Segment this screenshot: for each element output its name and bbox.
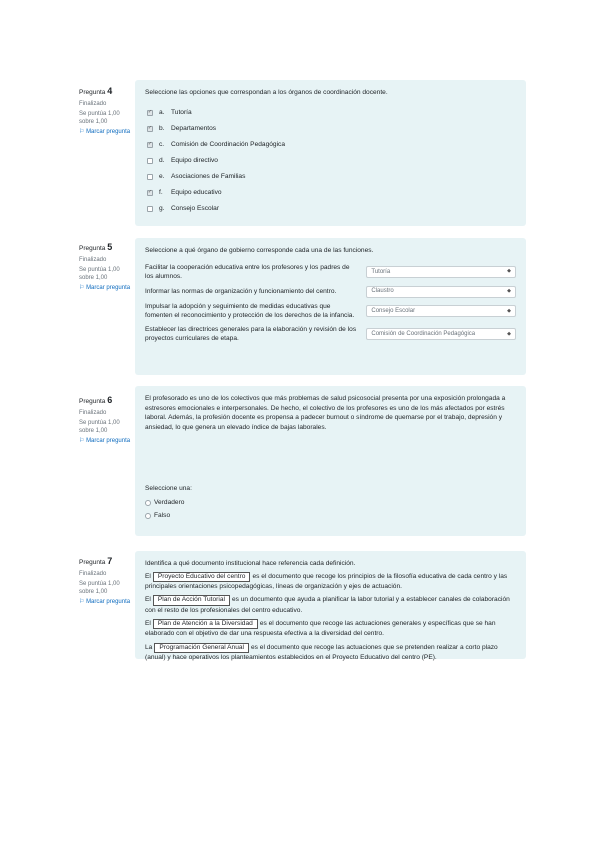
chevron-down-icon: ◆	[507, 330, 511, 337]
radio-button[interactable]	[145, 513, 151, 519]
checkbox[interactable]: ✓	[147, 140, 153, 147]
option-letter: d.	[159, 156, 165, 164]
checkbox[interactable]	[147, 206, 153, 212]
q4-option[interactable]	[145, 121, 516, 137]
radio-button[interactable]	[145, 500, 151, 506]
q6-option[interactable]	[145, 497, 516, 510]
checkbox[interactable]: ✓	[147, 108, 153, 115]
q4-panel	[135, 80, 526, 226]
q7-points: Se puntúa 1,00 sobre 1,00	[79, 580, 120, 595]
q5-rows	[145, 263, 516, 344]
q4-option[interactable]	[145, 169, 516, 185]
q7-items	[145, 572, 516, 663]
flag-icon: ⚐	[79, 285, 85, 292]
q7-item	[145, 619, 516, 639]
match-statement: Facilitar la cooperación educativa entre los profesores y los padres de los alumnos.	[145, 263, 350, 281]
gap-answer-box[interactable]: Proyecto Educativo del centro	[153, 572, 251, 582]
q4-option[interactable]	[145, 105, 516, 121]
chevron-down-icon: ◆	[507, 288, 511, 295]
q5-match-row	[145, 263, 516, 282]
q4-option[interactable]	[145, 137, 516, 153]
option-text: Consejo Escolar	[171, 204, 220, 212]
q4-flag-link[interactable]: ⚐ Marcar pregunta	[79, 129, 131, 136]
q6-prompt: El profesorado es uno de los colectivos que más problemas de salud psicosocial presenta por una exposición prolongada a estresores emocionales e interpersonales. De hecho, el colectivo de los profesores es uno de los más afectados por estrés laboral. Además, la profesión docente es propensa a padecer burnout o síndrome de quemarse por el trabajo, depresión y ansiedad, lo que genera un elevado índice de bajas laborales.	[145, 395, 506, 431]
q6-options	[145, 497, 516, 523]
chevron-down-icon: ◆	[507, 268, 511, 275]
q5-match-row	[145, 325, 516, 344]
q7-info	[79, 555, 131, 606]
item-prefix: La	[145, 643, 153, 651]
match-statement: Establecer las directrices generales para la elaboración y revisión de los proyectos curriculares de etapa.	[145, 325, 357, 343]
q4-option[interactable]	[145, 153, 516, 169]
q4-prompt: Seleccione las opciones que correspondan a los órganos de coordinación docente.	[145, 89, 388, 96]
item-definition: es el documento que recoge las actuaciones generales y específicas que se han elaborado con el objetivo de dar una respuesta efectiva a la diversidad del centro.	[145, 620, 496, 638]
q7-prompt: Identifica a qué documento institucional hace referencia cada definición.	[145, 560, 356, 567]
q7-number: Pregunta 7	[79, 556, 113, 566]
item-definition: es el documento que recoge las actuaciones que se pretenden realizar a corto plazo (anual) y hace operativos los planteamientos establecidos en el Proyecto Educativo del centro (PE).	[145, 643, 498, 662]
q5-flag-link[interactable]: ⚐ Marcar pregunta	[79, 285, 131, 292]
q6-points: Se puntúa 1,00 sobre 1,00	[79, 419, 120, 434]
q7-state: Finalizado	[79, 570, 107, 577]
q4-options	[145, 105, 516, 217]
option-text: Equipo educativo	[171, 188, 222, 196]
match-statement: Informar las normas de organización y funcionamiento del centro.	[145, 287, 337, 295]
checkbox[interactable]	[147, 158, 153, 164]
q6-select-one: Seleccione una:	[145, 485, 192, 493]
checkbox[interactable]: ✓	[147, 124, 153, 131]
q4-info	[79, 85, 131, 136]
option-letter: a.	[159, 108, 165, 116]
q7-flag-link[interactable]: ⚐ Marcar pregunta	[79, 599, 131, 606]
item-prefix: El	[145, 572, 151, 580]
gap-answer-box[interactable]: Plan de Atención a la Diversidad	[153, 619, 258, 629]
q6-flag-link[interactable]: ⚐ Marcar pregunta	[79, 438, 131, 445]
q4-option[interactable]	[145, 185, 516, 201]
option-text: Falso	[154, 512, 171, 520]
q7-item	[145, 595, 516, 615]
option-letter: b.	[159, 124, 165, 132]
answer-value: Tutoría	[371, 268, 391, 275]
checkbox[interactable]: ✓	[147, 188, 153, 195]
option-letter: c.	[159, 140, 165, 148]
answer-select[interactable]	[366, 266, 516, 278]
q6-info	[79, 394, 131, 445]
flag-icon: ⚐	[79, 129, 85, 136]
q6-state: Finalizado	[79, 409, 107, 416]
q5-panel	[135, 238, 526, 375]
q5-state: Finalizado	[79, 256, 107, 263]
q4-number: Pregunta 4	[79, 86, 113, 96]
option-letter: f.	[159, 188, 163, 196]
q4-points: Se puntúa 1,00 sobre 1,00	[79, 110, 120, 125]
q5-number: Pregunta 5	[79, 242, 113, 252]
answer-value: Claustro	[371, 288, 394, 295]
answer-value: Comisión de Coordinación Pedagógica	[371, 330, 476, 337]
option-text: Departamentos	[171, 124, 217, 132]
q6-number: Pregunta 6	[79, 395, 113, 405]
q5-prompt: Seleccione a qué órgano de gobierno corresponde cada una de las funciones.	[145, 247, 374, 254]
answer-value: Consejo Escolar	[371, 307, 416, 314]
q6-panel	[135, 386, 526, 536]
chevron-down-icon: ◆	[507, 307, 511, 314]
q7-item	[145, 643, 516, 663]
option-letter: e.	[159, 172, 165, 180]
item-prefix: El	[145, 620, 151, 628]
answer-select[interactable]	[366, 286, 516, 298]
option-text: Equipo directivo	[171, 156, 218, 164]
q5-info	[79, 241, 131, 292]
item-definition: es un documento que ayuda a planificar la labor tutorial y a establecer canales de colaboración con el resto de los profesionales del centro educativo.	[145, 596, 510, 614]
flag-icon: ⚐	[79, 438, 85, 445]
gap-answer-box[interactable]: Plan de Acción Tutorial	[153, 595, 230, 605]
q5-points: Se puntúa 1,00 sobre 1,00	[79, 266, 120, 281]
q5-match-row	[145, 286, 516, 298]
checkbox[interactable]	[147, 174, 153, 180]
gap-answer-box[interactable]: Programación General Anual	[154, 643, 249, 653]
flag-icon: ⚐	[79, 599, 85, 606]
answer-select[interactable]	[366, 328, 516, 340]
option-letter: g.	[159, 204, 165, 212]
match-statement: Impulsar la adopción y seguimiento de medidas educativas que fomenten el reconocimiento y protección de los derechos de la infancia.	[145, 302, 355, 320]
item-prefix: El	[145, 596, 151, 604]
answer-select[interactable]	[366, 305, 516, 317]
option-text: Asociaciones de Familias	[171, 172, 246, 180]
item-definition: es el documento que recoge los principios de la filosofía educativa de cada centro y las principales orientaciones psicopedagógicas, líneas de organización y ejes de actuación.	[145, 572, 508, 590]
q7-item	[145, 572, 516, 592]
q5-match-row	[145, 302, 516, 321]
option-text: Comisión de Coordinación Pedagógica	[171, 140, 285, 148]
q4-option[interactable]	[145, 201, 516, 217]
option-text: Tutoría	[171, 108, 192, 116]
q7-panel	[135, 551, 526, 662]
option-text: Verdadero	[154, 499, 185, 507]
q6-option[interactable]	[145, 510, 516, 523]
q4-state: Finalizado	[79, 100, 107, 107]
